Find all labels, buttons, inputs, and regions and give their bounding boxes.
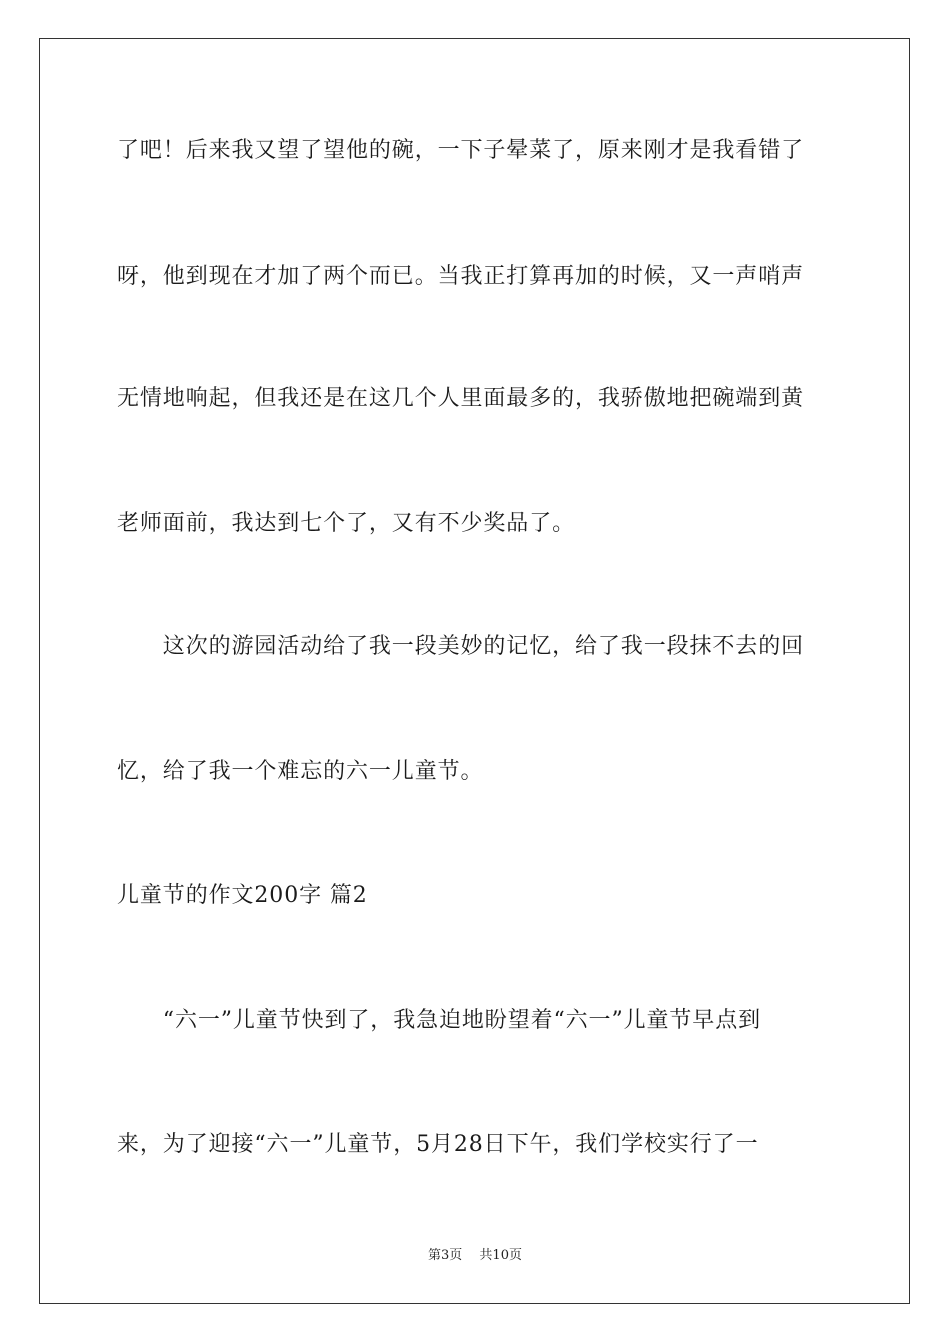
text-line: 呀，他到现在才加了两个而已。当我正打算再加的时候，又一声哨声 [117, 264, 805, 289]
text-line: 老师面前，我达到七个了，又有不少奖品了。 [117, 511, 576, 536]
text-line: 来，为了迎接“六一”儿童节，5月28日下午，我们学校实行了一 [117, 1132, 759, 1157]
text-line: 这次的游园活动给了我一段美妙的记忆，给了我一段抹不去的回 [117, 634, 805, 659]
text-line: “六一”儿童节快到了，我急迫地盼望着“六一”儿童节早点到 [117, 1008, 761, 1033]
text-line: 忆，给了我一个难忘的六一儿童节。 [117, 759, 484, 784]
text-line: 了吧！后来我又望了望他的碗，一下子晕菜了，原来刚才是我看错了 [117, 138, 805, 163]
section-heading: 儿童节的作文200字 篇2 [117, 883, 368, 908]
page-footer [0, 1247, 950, 1265]
page-border [39, 38, 910, 1304]
page-number: 第3页 共10页 [428, 1248, 522, 1263]
text-line: 无情地响起，但我还是在这几个人里面最多的，我骄傲地把碗端到黄 [117, 386, 805, 411]
